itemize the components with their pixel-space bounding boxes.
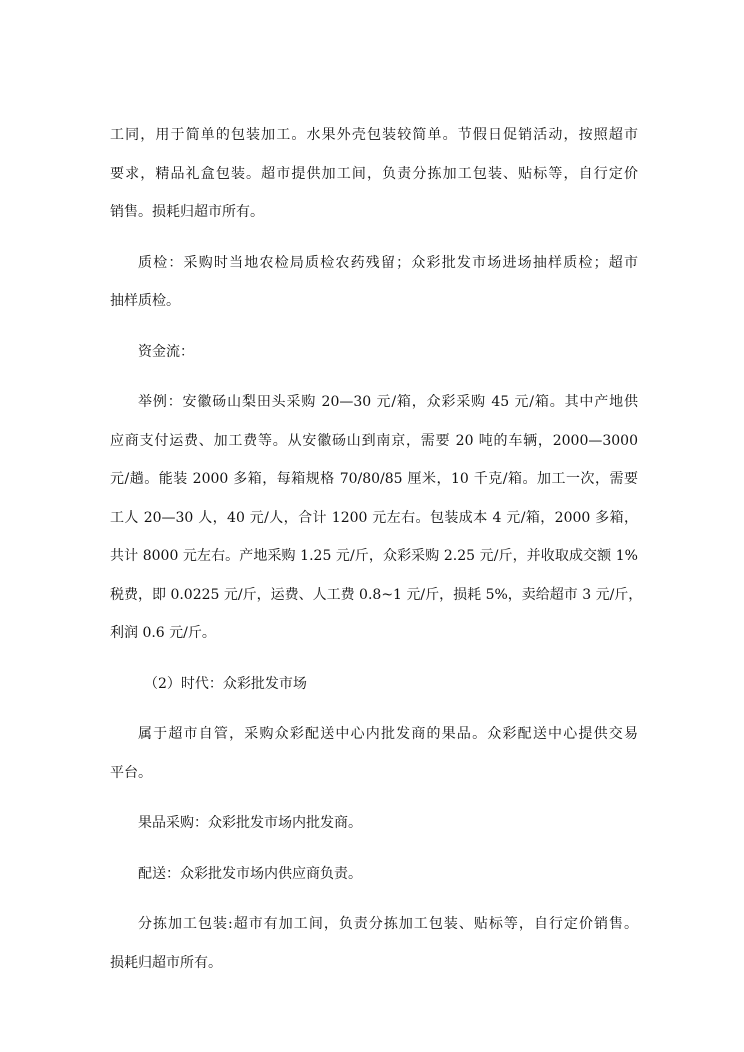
- paragraph: [110, 804, 638, 843]
- paragraph: [110, 715, 638, 792]
- text-line: 应商支付运费、加工费等。从安徽砀山到南京，需要 20 吨的车辆，2000—3000: [110, 432, 638, 449]
- text-line: 分拣加工包装:超市有加工间，负责分拣加工包装、贴标等，自行定价销售。: [138, 916, 638, 932]
- paragraph: [110, 333, 638, 372]
- text-line: 属于超市自管，采购众彩配送中心内批发商的果品。众彩配送中心提供交易: [138, 726, 638, 742]
- text-line: 要求，精品礼盒包装。超市提供加工间，负责分拣加工包装、贴标等，自行定价: [110, 165, 638, 182]
- text-line: 抽样质检。: [110, 293, 180, 309]
- paragraph: [110, 855, 638, 894]
- document-page: [110, 116, 643, 994]
- text-line: 工同，用于简单的包装加工。水果外壳包装较简单。节假日促销活动，按照超市: [110, 127, 638, 143]
- text-line: 元/趟。能装 2000 多箱，每箱规格 70/80/85 厘米，10 千克/箱。加工一次，需要: [110, 471, 638, 487]
- paragraph: [110, 383, 643, 653]
- text-line: 果品采购：众彩批发市场内批发商。: [138, 815, 362, 831]
- text-line: 质检：采购时当地农检局质检农药残留；众彩批发市场进场抽样质检；超市: [138, 254, 638, 271]
- paragraph: [110, 244, 638, 321]
- text-line: （2）时代：众彩批发市场: [144, 675, 307, 692]
- paragraph: [110, 665, 638, 704]
- text-line: 利润 0.6 元/斤。: [110, 625, 216, 641]
- text-line: 平台。: [110, 764, 152, 781]
- text-line: 销售。损耗归超市所有。: [110, 204, 264, 220]
- text-line: 资金流：: [138, 343, 194, 360]
- paragraph: [110, 116, 638, 232]
- text-line: 工人 20—30 人，40 元/人，合计 1200 元左右。包装成本 4 元/箱，2000 多箱，: [110, 509, 638, 526]
- text-line: 配送：众彩批发市场内供应商负责。: [138, 865, 362, 882]
- text-line: 税费，即 0.0225 元/斤，运费、人工费 0.8~1 元/斤，损耗 5%，卖给超市 3 元/斤，: [110, 586, 643, 603]
- text-line: 损耗归超市所有。: [110, 954, 222, 971]
- text-line: 举例：安徽砀山梨田头采购 20—30 元/箱，众彩采购 45 元/箱。其中产地供: [138, 394, 638, 410]
- paragraph: [110, 905, 638, 982]
- text-line: 共计 8000 元左右。产地采购 1.25 元/斤，众彩采购 2.25 元/斤，并收取成交额 1%: [110, 548, 638, 564]
